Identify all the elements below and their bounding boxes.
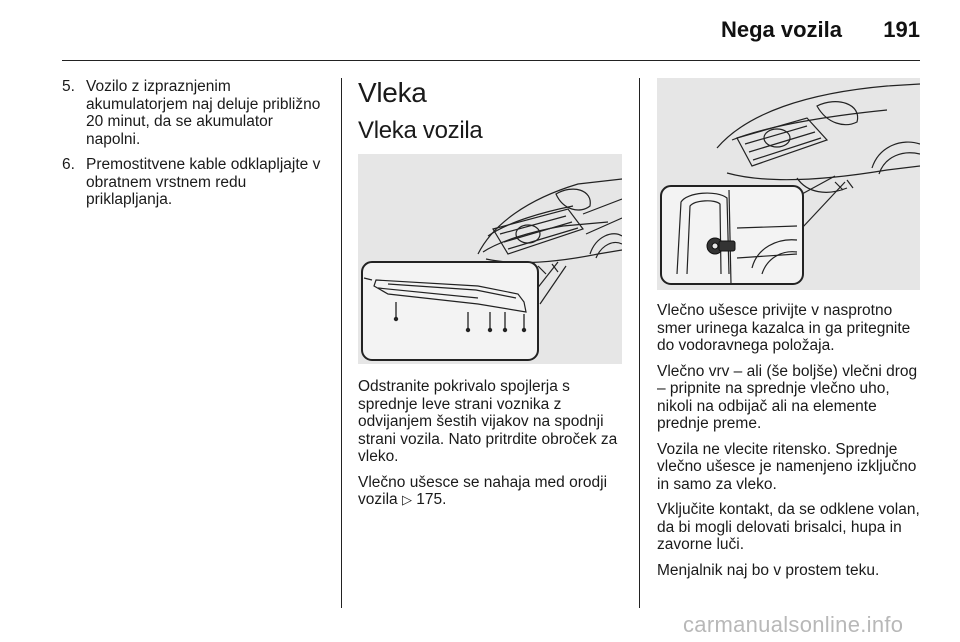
- column-divider-2: [639, 78, 640, 608]
- list-item: [62, 156, 330, 209]
- page-header: [0, 0, 960, 62]
- step-number: 5.: [62, 78, 75, 95]
- reference-page: 175.: [416, 491, 447, 508]
- towing-paragraph-2: Vlečno vrv – ali (še boljše) vlečni drog – pripnite na sprednje vlečno uho, nikoli na odbijač ali na elemente prednje preme.: [657, 362, 918, 432]
- reference-paragraph: [358, 474, 626, 509]
- towing-eye-illustration: [657, 78, 920, 290]
- towing-paragraph-5: Menjalnik naj bo v prostem teku.: [657, 561, 880, 579]
- towing-paragraph-3: Vozila ne vlecite ritensko. Sprednje vlečno ušesce je namenjeno izključno in samo za vleko.: [657, 440, 917, 493]
- spoiler-cover-illustration: [358, 154, 622, 364]
- subsection-title: Vleka vozila: [358, 117, 483, 144]
- column-2: [358, 78, 626, 517]
- header-rule: [62, 60, 920, 61]
- towing-paragraph-4: Vključite kontakt, da se odklene volan, da bi mogli delovati brisalci, hupa in zavorne luči.: [657, 501, 920, 553]
- column-3: [657, 78, 925, 587]
- page-number: 191: [883, 17, 920, 42]
- step-number: 6.: [62, 156, 75, 173]
- reference-arrow-icon: ▷: [401, 492, 412, 507]
- instruction-paragraph: Odstranite pokrivalo spojlerja s sprednje leve strani voznika z odvijanjem šestih vijakov na spodnji strani vozila. Nato pritrdite obroček za vleko.: [358, 378, 618, 465]
- step-text: Premostitvene kable odklapljajte v obratnem vrstnem redu priklapljanja.: [86, 156, 321, 208]
- towing-paragraph-1: Vlečno ušesce privijte v nasprotno smer urinega kazalca in ga pritegnite do vodoravnega položaja.: [657, 302, 911, 354]
- list-item: [62, 78, 330, 148]
- column-divider-1: [341, 78, 342, 608]
- header-title: Nega vozila: [720, 17, 842, 42]
- watermark: carmanualsonline.info: [683, 612, 904, 637]
- step-text: Vozilo z izpraznjenim akumulatorjem naj deluje približno 20 minut, da se akumulator napolni.: [86, 78, 321, 148]
- column-1: [62, 78, 330, 217]
- reference-text: Vlečno ušesce se nahaja med orodji vozila: [358, 473, 608, 508]
- steps-list: [62, 78, 330, 209]
- section-title: Vleka: [358, 77, 427, 108]
